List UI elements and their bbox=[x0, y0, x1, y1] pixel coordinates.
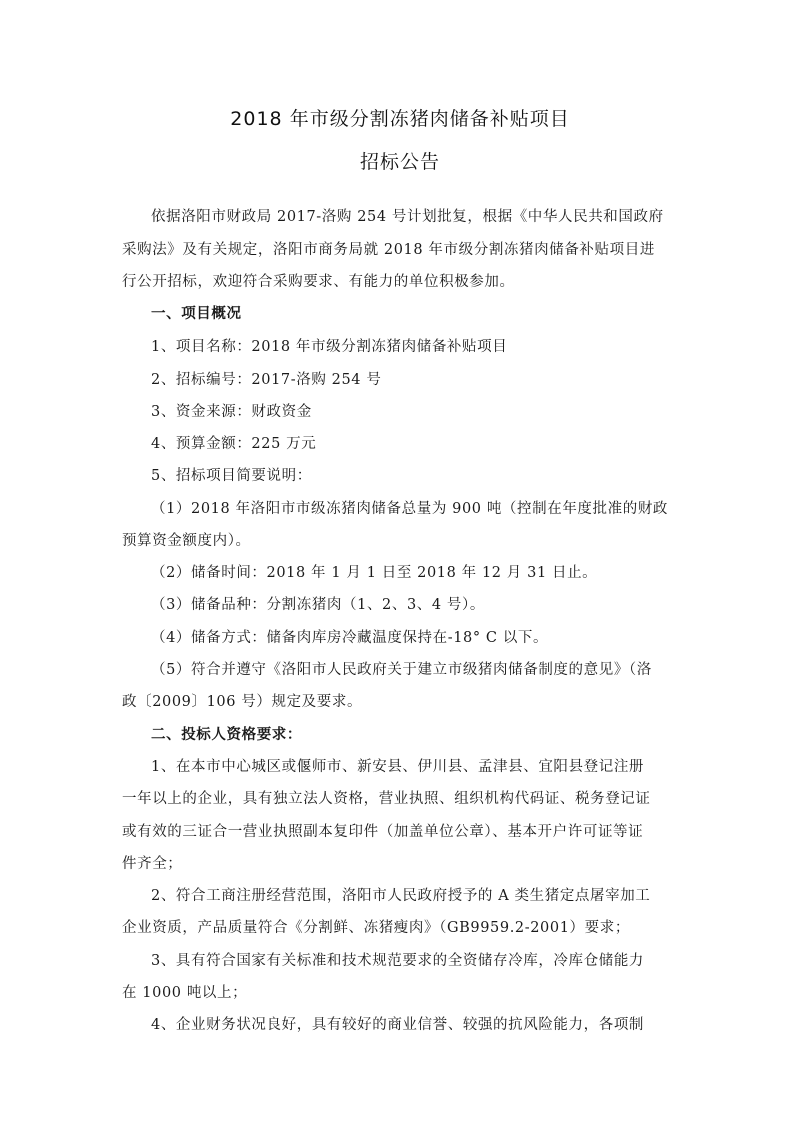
requirement-line: 一年以上的企业，具有独立法人资格，营业执照、组织机构代码证、税务登记证 bbox=[122, 791, 651, 807]
intro-line: 采购法》及有关规定，洛阳市商务局就 2018 年市级分割冻猪肉储备补贴项目进 bbox=[122, 242, 655, 258]
requirement-line: 4、企业财务状况良好，具有较好的商业信誉、较强的抗风险能力，各项制 bbox=[151, 1017, 645, 1033]
list-item: 2、招标编号：2017-洛购 254 号 bbox=[151, 372, 382, 388]
sub-item: （2）储备时间：2018 年 1 月 1 日至 2018 年 12 月 31 日止。 bbox=[151, 565, 598, 581]
section-heading: 一、项目概况 bbox=[151, 306, 242, 322]
sub-item: （5）符合并遵守《洛阳市人民政府关于建立市级猪肉储备制度的意见》（洛 bbox=[151, 662, 652, 678]
intro-line: 行公开招标，欢迎符合采购要求、有能力的单位积极参加。 bbox=[122, 274, 515, 290]
list-item: 5、招标项目简要说明： bbox=[151, 468, 312, 484]
requirement-line: 在 1000 吨以上； bbox=[122, 985, 248, 1001]
sub-item: （4）储备方式：储备肉库房冷藏温度保持在-18° C 以下。 bbox=[151, 630, 549, 646]
requirement-line: 企业资质，产品质量符合《分割鲜、冻猪瘦肉》（GB9959.2-2001）要求； bbox=[122, 920, 630, 936]
requirement-line: 1、在本市中心城区或偃师市、新安县、伊川县、孟津县、宜阳县登记注册 bbox=[151, 759, 645, 775]
requirement-line: 2、符合工商注册经营范围，洛阳市人民政府授予的 A 类生猪定点屠宰加工 bbox=[151, 888, 651, 904]
list-item: 3、资金来源：财政资金 bbox=[151, 404, 312, 420]
sub-item: （1）2018 年洛阳市市级冻猪肉储备总量为 900 吨（控制在年度批准的财政 bbox=[151, 501, 669, 517]
sub-item: （3）储备品种：分割冻猪肉（1、2、3、4 号）。 bbox=[151, 597, 485, 613]
list-item: 1、项目名称：2018 年市级分割冻猪肉储备补贴项目 bbox=[151, 339, 508, 355]
sub-item: 预算资金额度内）。 bbox=[122, 533, 251, 549]
requirement-line: 或有效的三证合一营业执照副本复印件（加盖单位公章）、基本开户许可证等证 bbox=[122, 824, 644, 840]
requirement-line: 3、具有符合国家有关标准和技术规范要求的全资储存冷库，冷库仓储能力 bbox=[151, 953, 645, 969]
requirement-line: 件齐全； bbox=[122, 856, 183, 872]
sub-item: 政〔2009〕106 号）规定及要求。 bbox=[122, 694, 363, 710]
list-item: 4、预算金额：225 万元 bbox=[151, 436, 317, 452]
section-heading: 二、投标人资格要求： bbox=[151, 727, 302, 743]
intro-line: 依据洛阳市财政局 2017-洛购 254 号计划批复，根据《中华人民共和国政府 bbox=[151, 209, 664, 225]
document-subtitle: 招标公告 bbox=[359, 151, 440, 173]
document-title: 2018 年市级分割冻猪肉储备补贴项目 bbox=[230, 108, 570, 130]
